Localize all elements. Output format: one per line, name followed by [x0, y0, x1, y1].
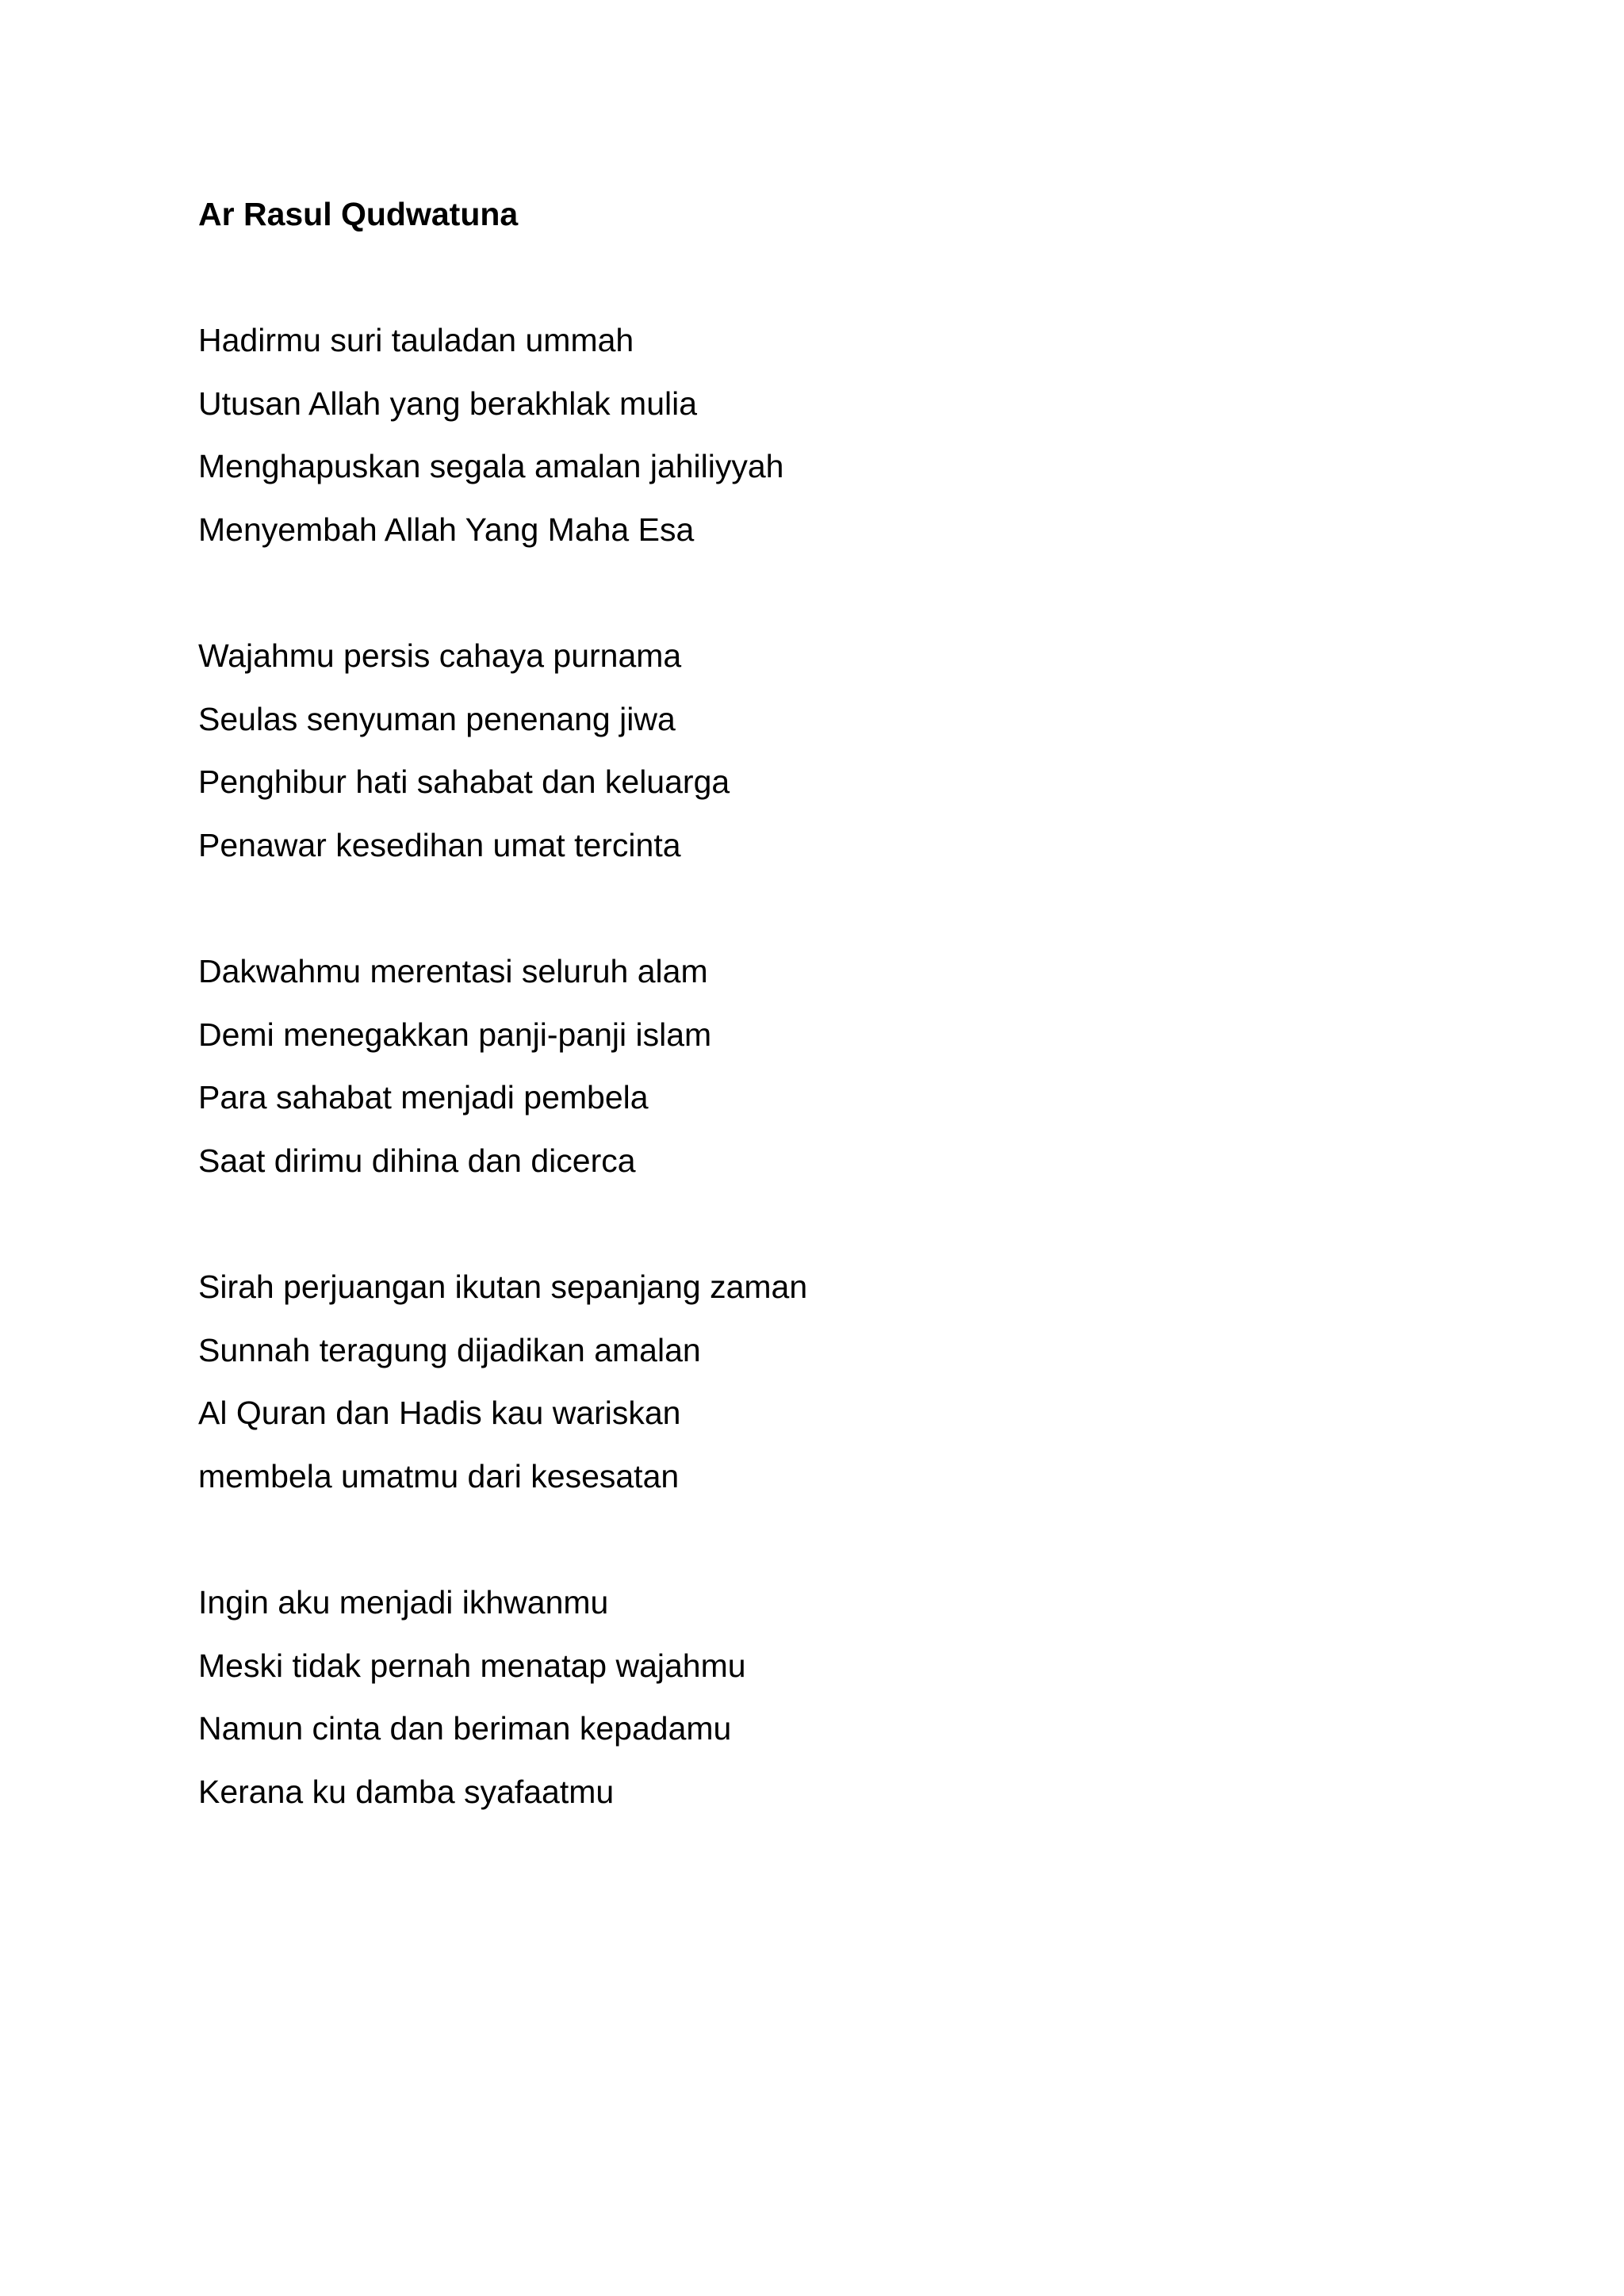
poem	[198, 182, 1467, 1823]
stanza-spacing	[198, 877, 1467, 940]
verse-line: Saat dirimu dihina dan dicerca	[198, 1142, 636, 1179]
verse-line: Menghapuskan segala amalan jahiliyyah	[198, 448, 784, 484]
verse-line: Al Quran dan Hadis kau wariskan	[198, 1395, 681, 1431]
verse-line: Menyembah Allah Yang Maha Esa	[198, 511, 695, 548]
verse-line: Ingin aku menjadi ikhwanmu	[198, 1584, 609, 1621]
verse-line: Sunnah teragung dijadikan amalan	[198, 1331, 701, 1368]
stanza-3	[198, 940, 1467, 1192]
verse-line: Kerana ku damba syafaatmu	[198, 1773, 615, 1810]
stanza-spacing	[198, 1192, 1467, 1256]
stanza-spacing	[198, 1508, 1467, 1571]
verse-line: Meski tidak pernah menatap wajahmu	[198, 1647, 746, 1684]
verse-line: Utusan Allah yang berakhlak mulia	[198, 385, 698, 422]
verse-line: Namun cinta dan beriman kepadamu	[198, 1710, 732, 1747]
verse-line: Para sahabat menjadi pembela	[198, 1079, 649, 1115]
poem-title: Ar Rasul Qudwatuna	[198, 196, 519, 232]
verse-line: membela umatmu dari kesesatan	[198, 1457, 680, 1494]
stanza-1	[198, 309, 1467, 561]
stanza-5	[198, 1571, 1467, 1823]
verse-line: Demi menegakkan panji-panji islam	[198, 1016, 712, 1053]
verse-line: Dakwahmu merentasi seluruh alam	[198, 953, 708, 989]
verse-line: Penawar kesedihan umat tercinta	[198, 826, 681, 863]
stanza-2	[198, 625, 1467, 877]
title-spacing	[198, 246, 1467, 309]
stanza-spacing	[198, 561, 1467, 625]
stanza-4	[198, 1256, 1467, 1508]
verse-line: Penghibur hati sahabat dan keluarga	[198, 763, 730, 800]
verse-line: Wajahmu persis cahaya purnama	[198, 637, 682, 674]
verse-line: Hadirmu suri tauladan ummah	[198, 322, 634, 358]
verse-line: Sirah perjuangan ikutan sepanjang zaman	[198, 1269, 808, 1305]
verse-line: Seulas senyuman penenang jiwa	[198, 700, 676, 737]
